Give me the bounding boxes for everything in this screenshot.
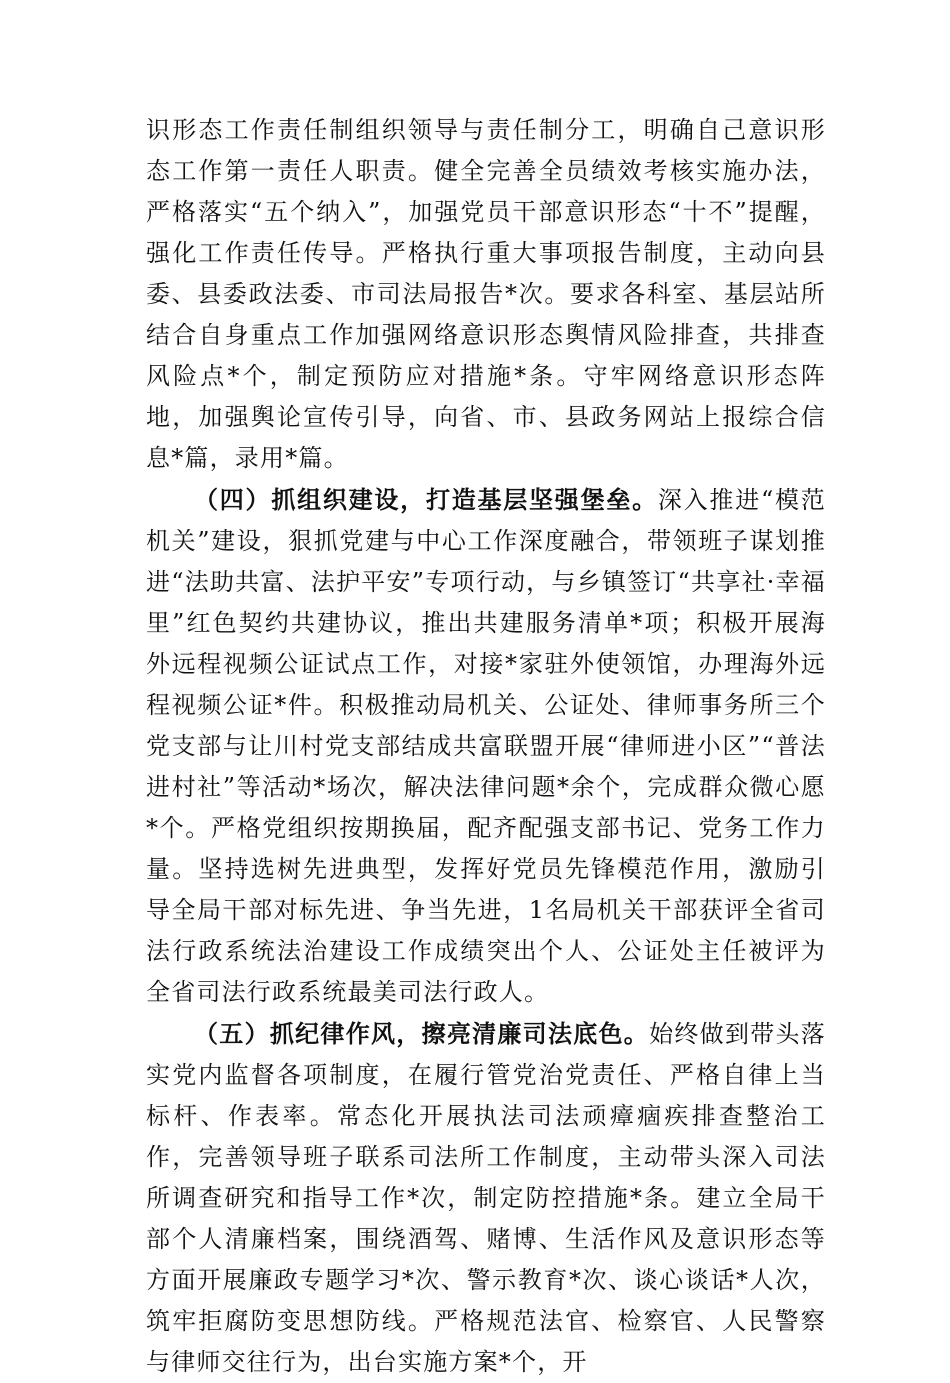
paragraph-body: 始终做到带头落实党内监督各项制度，在履行管党治党责任、严格自律上当标杆、作表率。常态化开展执法司法顽瘴痼疾排查整治工作，完善领导班子联系司法所工作制度，主动带头深入司法所调查研究和指导工作*次，制定防控措施*条。建立全局干部个人清廉档案，围绕酒驾、赌博、生活作风及意识形态等方面开展廉政专题学习*次、警示教育*次、谈心谈话*人次，筑牢拒腐防变思想防线。严格规范法官、检察官、人民警察与律师交往行为，出台实施方案*个，开 (146, 1020, 826, 1376)
paragraph-organization (146, 479, 826, 1013)
section-heading-four: （四）抓组织建设，打造基层坚强堡垒。 (194, 485, 658, 514)
paragraph-body: 识形态工作责任制组织领导与责任制分工，明确自己意识形态工作第一责任人职责。健全完善全员绩效考核实施办法，严格落实“五个纳入”，加强党员干部意识形态“十不”提醒，强化工作责任传导。严格执行重大事项报告制度，主动向县委、县委政法委、市司法局报告*次。要求各科室、基层站所结合自身重点工作加强网络意识形态舆情风险排查，共排查风险点*个，制定预防应对措施*条。守牢网络意识形态阵地，加强舆论宣传引导，向省、市、县政务网站上报综合信息*篇，录用*篇。 (146, 116, 826, 472)
paragraph-body: 深入推进“模范机关”建设，狠抓党建与中心工作深度融合，带领班子谋划推进“法助共富、法护平安”专项行动，与乡镇签订“共享社·幸福里”红色契约共建协议，推出共建服务清单*项；积极开展海外远程视频公证试点工作，对接*家驻外使领馆，办理海外远程视频公证*件。积极推动局机关、公证处、律师事务所三个党支部与让川村党支部结成共富联盟开展“律师进小区”“普法进村社”等活动*场次，解决法律问题*余个，完成群众微心愿*个。严格党组织按期换届，配齐配强支部书记、党务工作力量。坚持选树先进典型，发挥好党员先锋模范作用，激励引导全局干部对标先进、争当先进，1名局机关干部获评全省司法行政系统法治建设工作成绩突出个人、公证处主任被评为全省司法行政系统最美司法行政人。 (146, 486, 826, 1006)
paragraph-ideology (146, 110, 826, 479)
paragraph-discipline (146, 1013, 826, 1383)
document-body (146, 110, 826, 1383)
section-heading-five: （五）抓纪律作风，擦亮清廉司法底色。 (194, 1019, 650, 1048)
